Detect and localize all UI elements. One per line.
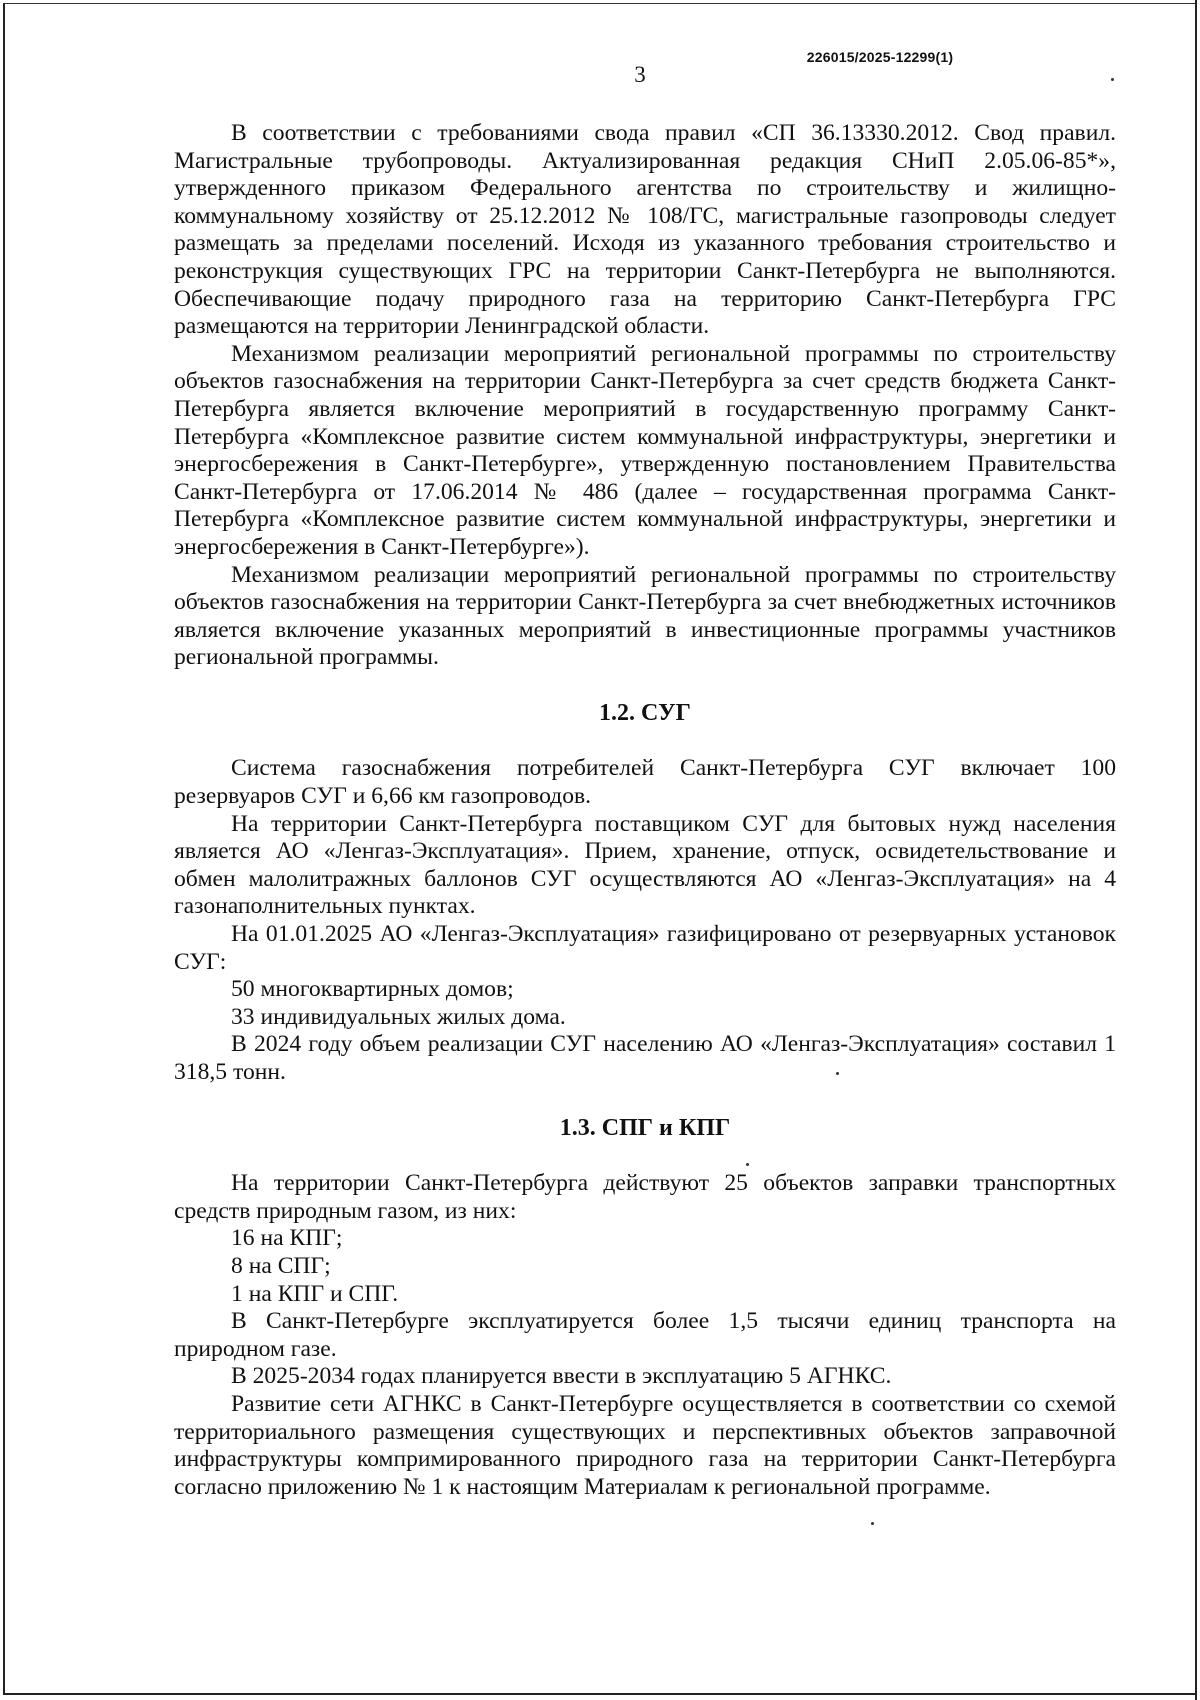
paragraph: На территории Санкт-Петербурга действуют 25 объектов заправки транспортных средств природным газом, из них: <box>174 1170 1116 1224</box>
list-item: 8 на СПГ; <box>231 1252 331 1279</box>
scan-speck <box>1111 78 1114 81</box>
paragraph: Механизмом реализации мероприятий региональной программы по строительству объектов газоснабжения на территории Санкт-Петербурга за счет внебюджетных источников является включение указанных мероприятий в инвестиционные программы участников региональной программы. <box>174 561 1116 671</box>
paragraph: Система газоснабжения потребителей Санкт-Петербурга СУГ включает 100 резервуаров СУГ и 6,66 км газопроводов. <box>174 755 1116 810</box>
document-registration-number: 226015/2025-12299(1) <box>806 49 954 65</box>
paragraph: В 2025-2034 годах планируется ввести в эксплуатацию 5 АГНКС. <box>231 1363 892 1390</box>
list-item: 33 индивидуальных жилых дома. <box>231 1003 566 1030</box>
scan-speck <box>871 1522 874 1525</box>
list-item: 16 на КПГ; <box>231 1225 343 1252</box>
paragraph: Механизмом реализации мероприятий региональной программы по строительству объектов газоснабжения на территории Санкт-Петербурга за счет средств бюджета Санкт-Петербурга является включение мероприятий в государственную программу Санкт-Петербурга «Комплексное развитие систем коммунальной инфраструктуры, энергетики и энергосбережения в Санкт-Петербурге», утвержденную постановлением Правительства Санкт-Петербурга от 17.06.2014 № 486 (далее – государственная программа Санкт-Петербурга «Комплексное развитие систем коммунальной инфраструктуры, энергетики и энергосбережения в Санкт-Петербурге»). <box>174 340 1116 560</box>
scan-frame-right-edge <box>1195 0 1197 1700</box>
paragraph: В соответствии с требованиями свода правил «СП 36.13330.2012. Свод правил. Магистральные трубопроводы. Актуализированная редакция СНиП 2.05.06-85*», утвержденного приказом Федерального агентства по строительству и жилищно-коммунальному хозяйству от 25.12.2012 № 108/ГС, магистральные газопроводы следует размещать за пределами поселений. Исходя из указанного требования строительство и реконструкция существующих ГРС на территории Санкт-Петербурга не выполняются. Обеспечивающие подачу природного газа на территорию Санкт-Петербурга ГРС размещаются на территории Ленинградской области. <box>174 120 1116 340</box>
page-number: 3 <box>634 62 646 87</box>
list-item: 1 на КПГ и СПГ. <box>231 1280 399 1307</box>
section-intro <box>174 120 1116 672</box>
document-body <box>174 120 1116 1501</box>
section-heading-sug: 1.2. СУГ <box>599 699 691 726</box>
paragraph: На территории Санкт-Петербурга поставщиком СУГ для бытовых нужд населения является АО «Ленгаз-Эксплуатация». Прием, хранение, отпуск, освидетельствование и обмен малолитражных баллонов СУГ осуществляются АО «Ленгаз-Эксплуатация» на 4 газонаполнительных пунктах. <box>174 810 1116 920</box>
section-heading-spg-kpg: 1.3. СПГ и КПГ <box>559 1114 731 1141</box>
paragraph: На 01.01.2025 АО «Ленгаз-Эксплуатация» газифицировано от резервуарных установок СУГ: <box>174 921 1116 975</box>
paragraph: В Санкт-Петербурге эксплуатируется более 1,5 тысячи единиц транспорта на природном газе. <box>174 1308 1116 1362</box>
list-item: 50 многоквартирных домов; <box>231 976 514 1003</box>
paragraph: Развитие сети АГНКС в Санкт-Петербурге осуществляется в соответствии со схемой территориального размещения существующих и перспективных объектов заправочной инфраструктуры компримированного природного газа на территории Санкт-Петербурга согласно приложению № 1 к настоящим Материалам к региональной программе. <box>174 1390 1116 1500</box>
paragraph: В 2024 году объем реализации СУГ населению АО «Ленгаз-Эксплуатация» составил 1 318,5 тонн. <box>174 1031 1116 1085</box>
section-sug <box>174 755 1116 1086</box>
section-spg-kpg <box>174 1170 1116 1501</box>
